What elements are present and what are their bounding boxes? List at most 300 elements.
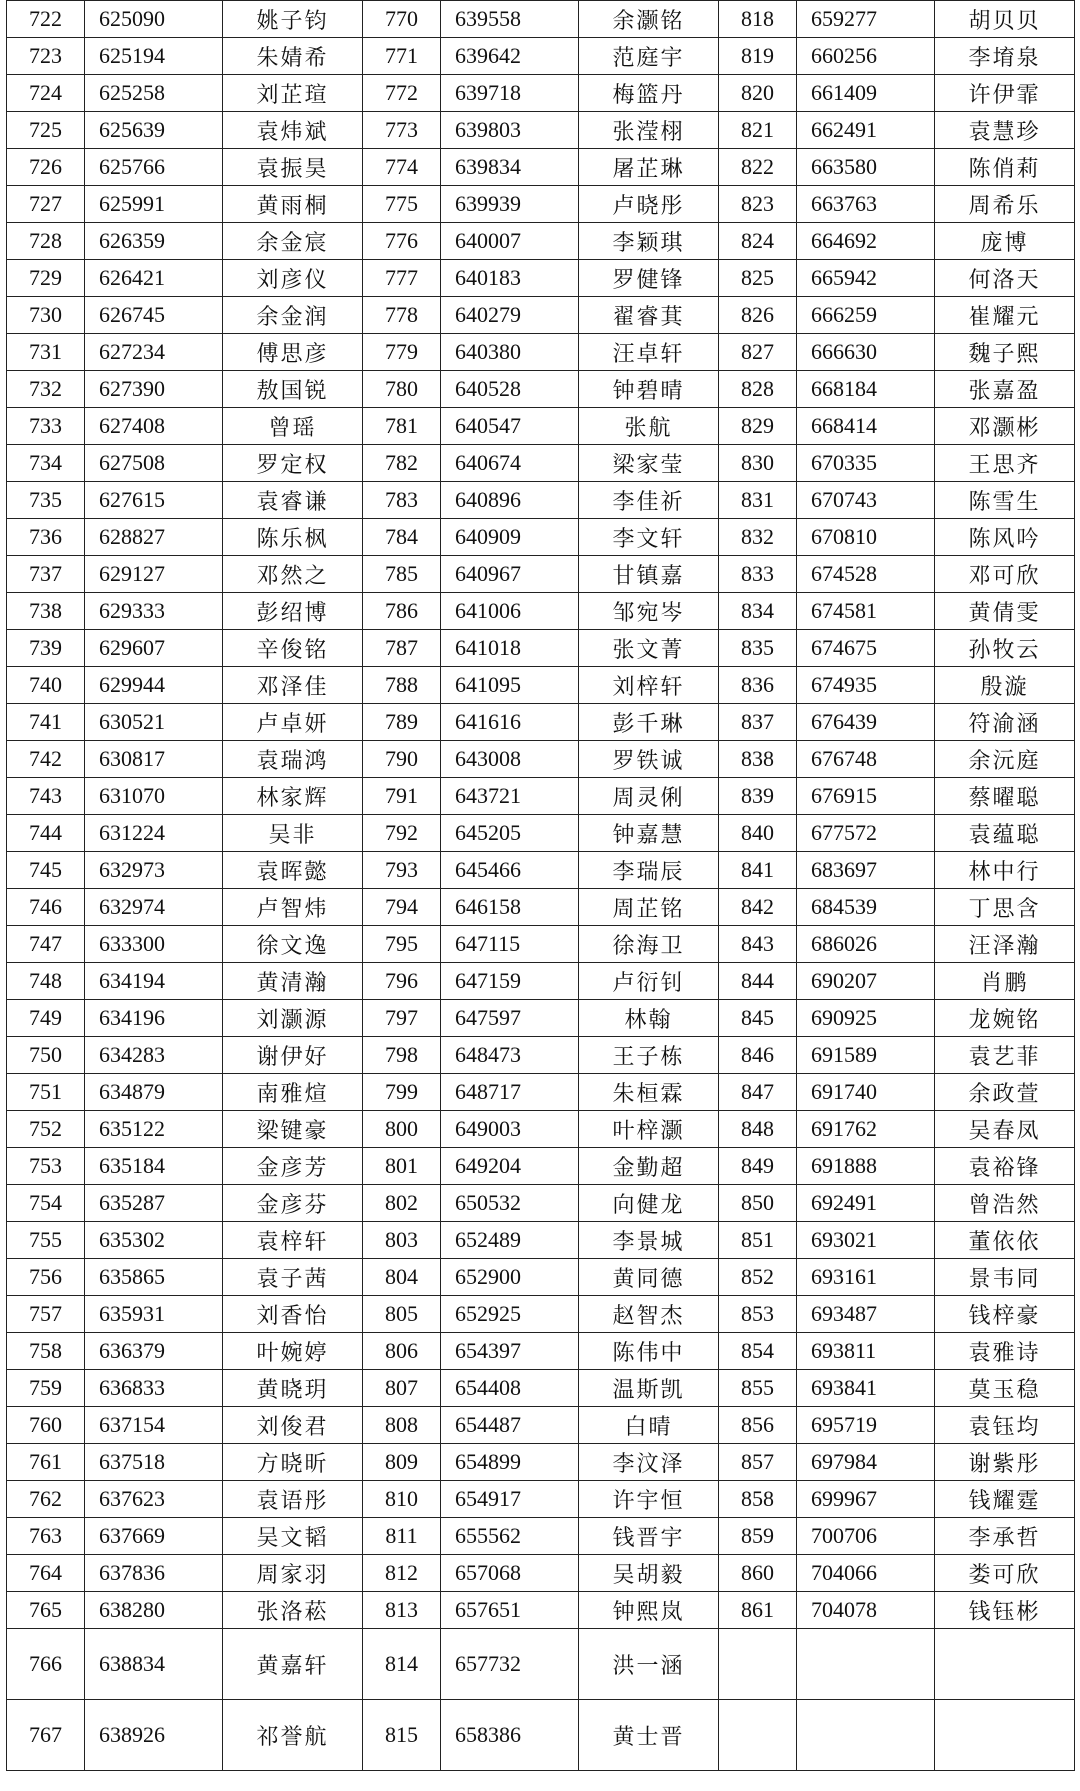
name-cell: 李汶泽 [579,1444,719,1481]
id-cell: 649003 [441,1111,579,1148]
name-cell: 邓可欣 [935,556,1075,593]
id-cell: 654917 [441,1481,579,1518]
name-cell: 袁蕴聪 [935,815,1075,852]
seq-cell: 805 [363,1296,441,1333]
id-cell: 625194 [85,38,223,75]
id-cell: 634196 [85,1000,223,1037]
id-cell: 650532 [441,1185,579,1222]
seq-cell: 815 [363,1700,441,1771]
seq-cell: 744 [7,815,85,852]
seq-cell: 751 [7,1074,85,1111]
seq-cell: 808 [363,1407,441,1444]
name-cell: 刘俊君 [223,1407,363,1444]
seq-cell: 812 [363,1555,441,1592]
id-cell: 625766 [85,149,223,186]
seq-cell: 786 [363,593,441,630]
name-cell: 刘香怡 [223,1296,363,1333]
id-cell: 652489 [441,1222,579,1259]
table-row [7,556,1075,593]
seq-cell: 827 [719,334,797,371]
name-cell: 白晴 [579,1407,719,1444]
id-cell: 649204 [441,1148,579,1185]
table-row [7,1222,1075,1259]
name-cell: 周芷铭 [579,889,719,926]
name-cell: 梁键豪 [223,1111,363,1148]
name-cell: 洪一涵 [579,1629,719,1700]
table-row [7,38,1075,75]
id-cell: 638834 [85,1629,223,1700]
id-cell: 661409 [797,75,935,112]
id-cell: 674675 [797,630,935,667]
id-cell: 663580 [797,149,935,186]
name-cell: 敖国锐 [223,371,363,408]
seq-cell: 782 [363,445,441,482]
seq-cell: 820 [719,75,797,112]
id-cell: 627615 [85,482,223,519]
seq-cell: 809 [363,1444,441,1481]
id-cell: 646158 [441,889,579,926]
name-cell: 袁晖懿 [223,852,363,889]
id-cell: 652925 [441,1296,579,1333]
table-row [7,408,1075,445]
seq-cell: 781 [363,408,441,445]
seq-cell: 774 [363,149,441,186]
name-cell: 胡贝贝 [935,1,1075,38]
id-cell: 674528 [797,556,935,593]
id-cell: 634879 [85,1074,223,1111]
name-cell: 汪卓轩 [579,334,719,371]
name-cell: 黄士晋 [579,1700,719,1771]
name-cell: 辛俊铭 [223,630,363,667]
seq-cell: 807 [363,1370,441,1407]
seq-cell: 741 [7,704,85,741]
table-row [7,519,1075,556]
seq-cell: 823 [719,186,797,223]
seq-cell: 778 [363,297,441,334]
name-cell: 许伊霏 [935,75,1075,112]
id-cell: 635287 [85,1185,223,1222]
seq-cell: 829 [719,408,797,445]
seq-cell: 747 [7,926,85,963]
name-cell: 钱耀霆 [935,1481,1075,1518]
name-cell: 袁瑞鸿 [223,741,363,778]
name-cell: 谢紫彤 [935,1444,1075,1481]
table-row [7,371,1075,408]
id-cell: 648473 [441,1037,579,1074]
name-cell: 张滢栩 [579,112,719,149]
seq-cell: 734 [7,445,85,482]
seq-cell: 803 [363,1222,441,1259]
table-row [7,334,1075,371]
id-cell: 676748 [797,741,935,778]
name-cell: 彭千琳 [579,704,719,741]
name-cell: 王思齐 [935,445,1075,482]
seq-cell [719,1629,797,1700]
id-cell: 625991 [85,186,223,223]
id-cell: 693487 [797,1296,935,1333]
id-cell: 657732 [441,1629,579,1700]
id-cell: 657651 [441,1592,579,1629]
seq-cell: 836 [719,667,797,704]
id-cell: 629607 [85,630,223,667]
seq-cell: 793 [363,852,441,889]
name-cell: 娄可欣 [935,1555,1075,1592]
id-cell: 634194 [85,963,223,1000]
name-cell: 李承哲 [935,1518,1075,1555]
seq-cell: 833 [719,556,797,593]
table-row [7,297,1075,334]
id-cell: 693161 [797,1259,935,1296]
seq-cell: 756 [7,1259,85,1296]
id-cell: 704078 [797,1592,935,1629]
table-row [7,1481,1075,1518]
seq-cell: 787 [363,630,441,667]
seq-cell: 739 [7,630,85,667]
id-cell: 697984 [797,1444,935,1481]
id-cell: 636379 [85,1333,223,1370]
name-cell: 袁子茜 [223,1259,363,1296]
id-cell: 683697 [797,852,935,889]
seq-cell: 842 [719,889,797,926]
id-cell: 626359 [85,223,223,260]
seq-cell: 824 [719,223,797,260]
id-cell: 640528 [441,371,579,408]
id-cell: 629333 [85,593,223,630]
name-cell: 刘彦仪 [223,260,363,297]
id-cell: 674935 [797,667,935,704]
name-cell: 罗铁诚 [579,741,719,778]
seq-cell: 791 [363,778,441,815]
name-cell: 黄倩雯 [935,593,1075,630]
table-row [7,1296,1075,1333]
seq-cell: 858 [719,1481,797,1518]
seq-cell: 794 [363,889,441,926]
seq-cell: 798 [363,1037,441,1074]
name-cell: 庞博 [935,223,1075,260]
id-cell: 639939 [441,186,579,223]
seq-cell: 771 [363,38,441,75]
seq-cell: 729 [7,260,85,297]
id-cell: 641006 [441,593,579,630]
seq-cell: 838 [719,741,797,778]
table-row [7,445,1075,482]
seq-cell: 834 [719,593,797,630]
seq-cell: 723 [7,38,85,75]
seq-cell: 727 [7,186,85,223]
name-cell: 符渝涵 [935,704,1075,741]
id-cell: 665942 [797,260,935,297]
id-cell: 637518 [85,1444,223,1481]
seq-cell: 830 [719,445,797,482]
id-cell: 654487 [441,1407,579,1444]
name-cell: 肖鹏 [935,963,1075,1000]
id-cell: 699967 [797,1481,935,1518]
seq-cell: 813 [363,1592,441,1629]
id-cell: 627234 [85,334,223,371]
name-cell: 朱桓霖 [579,1074,719,1111]
name-cell: 金勤超 [579,1148,719,1185]
id-cell: 640183 [441,260,579,297]
name-cell: 魏子熙 [935,334,1075,371]
seq-cell: 788 [363,667,441,704]
id-cell: 641018 [441,630,579,667]
seq-cell: 848 [719,1111,797,1148]
table-row [7,1629,1075,1700]
seq-cell: 802 [363,1185,441,1222]
id-cell: 634283 [85,1037,223,1074]
name-cell: 黄同德 [579,1259,719,1296]
name-cell: 吴非 [223,815,363,852]
name-cell: 卢衍钊 [579,963,719,1000]
name-cell: 祁誉航 [223,1700,363,1771]
name-cell: 黄雨桐 [223,186,363,223]
id-cell: 641095 [441,667,579,704]
table-row [7,704,1075,741]
seq-cell: 806 [363,1333,441,1370]
name-cell: 陈俏莉 [935,149,1075,186]
table-row [7,1592,1075,1629]
table-row [7,741,1075,778]
table-row [7,630,1075,667]
seq-cell: 779 [363,334,441,371]
name-cell: 方晓昕 [223,1444,363,1481]
table-row [7,1111,1075,1148]
table-row [7,1370,1075,1407]
seq-cell: 849 [719,1148,797,1185]
id-cell: 635302 [85,1222,223,1259]
table-row [7,1518,1075,1555]
seq-cell: 822 [719,149,797,186]
seq-cell: 795 [363,926,441,963]
name-cell: 梁家莹 [579,445,719,482]
name-cell: 余政萱 [935,1074,1075,1111]
seq-cell: 733 [7,408,85,445]
id-cell: 630817 [85,741,223,778]
id-cell: 657068 [441,1555,579,1592]
id-cell: 704066 [797,1555,935,1592]
id-cell: 668414 [797,408,935,445]
seq-cell: 810 [363,1481,441,1518]
name-cell: 屠芷琳 [579,149,719,186]
seq-cell: 819 [719,38,797,75]
table-row [7,1148,1075,1185]
id-cell: 647597 [441,1000,579,1037]
id-cell: 695719 [797,1407,935,1444]
seq-cell: 728 [7,223,85,260]
seq-cell: 840 [719,815,797,852]
name-cell: 赵智杰 [579,1296,719,1333]
id-cell: 652900 [441,1259,579,1296]
name-cell: 袁梓轩 [223,1222,363,1259]
seq-cell: 804 [363,1259,441,1296]
seq-cell: 738 [7,593,85,630]
id-cell: 693021 [797,1222,935,1259]
id-cell: 645466 [441,852,579,889]
id-cell [797,1700,935,1771]
seq-cell: 841 [719,852,797,889]
name-cell: 李颖琪 [579,223,719,260]
id-cell: 629127 [85,556,223,593]
id-cell: 631224 [85,815,223,852]
name-cell: 彭绍博 [223,593,363,630]
id-cell: 641616 [441,704,579,741]
name-cell: 余沅庭 [935,741,1075,778]
id-cell: 691762 [797,1111,935,1148]
name-cell [935,1700,1075,1771]
name-cell: 刘灏源 [223,1000,363,1037]
name-cell: 余金润 [223,297,363,334]
seq-cell: 773 [363,112,441,149]
table-row [7,1185,1075,1222]
table-row [7,1407,1075,1444]
name-cell: 罗健锋 [579,260,719,297]
id-cell: 637836 [85,1555,223,1592]
seq-cell: 856 [719,1407,797,1444]
name-cell: 汪泽瀚 [935,926,1075,963]
name-cell: 袁雅诗 [935,1333,1075,1370]
seq-cell: 762 [7,1481,85,1518]
id-cell [797,1629,935,1700]
table-row [7,1,1075,38]
table-row [7,1700,1075,1771]
id-cell: 626421 [85,260,223,297]
id-cell: 626745 [85,297,223,334]
id-cell: 629944 [85,667,223,704]
id-cell: 637154 [85,1407,223,1444]
id-cell: 670743 [797,482,935,519]
id-cell: 674581 [797,593,935,630]
seq-cell: 753 [7,1148,85,1185]
name-cell: 钱钰彬 [935,1592,1075,1629]
table-row [7,1333,1075,1370]
id-cell: 625090 [85,1,223,38]
name-cell: 钱晋宇 [579,1518,719,1555]
seq-cell: 777 [363,260,441,297]
seq-cell: 789 [363,704,441,741]
seq-cell: 785 [363,556,441,593]
name-cell: 姚子钧 [223,1,363,38]
seq-cell: 853 [719,1296,797,1333]
table-row [7,815,1075,852]
table-row [7,963,1075,1000]
name-cell: 刘梓轩 [579,667,719,704]
id-cell: 639642 [441,38,579,75]
seq-cell: 861 [719,1592,797,1629]
name-cell: 向健龙 [579,1185,719,1222]
name-cell: 孙牧云 [935,630,1075,667]
id-cell: 691888 [797,1148,935,1185]
seq-cell: 839 [719,778,797,815]
name-cell: 吴文韬 [223,1518,363,1555]
seq-cell: 801 [363,1148,441,1185]
table-row [7,667,1075,704]
table-row [7,1444,1075,1481]
name-cell: 金彦芬 [223,1185,363,1222]
id-cell: 655562 [441,1518,579,1555]
table-row [7,593,1075,630]
id-cell: 645205 [441,815,579,852]
seq-cell: 749 [7,1000,85,1037]
id-cell: 684539 [797,889,935,926]
seq-cell: 740 [7,667,85,704]
id-cell: 637623 [85,1481,223,1518]
id-cell: 632974 [85,889,223,926]
seq-cell: 767 [7,1700,85,1771]
seq-cell: 850 [719,1185,797,1222]
seq-cell: 742 [7,741,85,778]
seq-cell: 752 [7,1111,85,1148]
id-cell: 640007 [441,223,579,260]
name-cell: 周希乐 [935,186,1075,223]
id-cell: 631070 [85,778,223,815]
name-cell: 陈乐枫 [223,519,363,556]
name-cell: 张文菁 [579,630,719,667]
seq-cell: 837 [719,704,797,741]
seq-cell: 770 [363,1,441,38]
table-row [7,1000,1075,1037]
id-cell: 643721 [441,778,579,815]
id-cell: 662491 [797,112,935,149]
id-cell: 627408 [85,408,223,445]
id-cell: 638280 [85,1592,223,1629]
seq-cell: 832 [719,519,797,556]
seq-cell: 814 [363,1629,441,1700]
id-cell: 690925 [797,1000,935,1037]
name-cell: 黄清瀚 [223,963,363,1000]
id-cell: 630521 [85,704,223,741]
seq-cell: 852 [719,1259,797,1296]
name-cell: 刘芷瑄 [223,75,363,112]
name-cell: 陈雪生 [935,482,1075,519]
id-cell: 659277 [797,1,935,38]
id-cell: 640547 [441,408,579,445]
id-cell: 627508 [85,445,223,482]
seq-cell: 759 [7,1370,85,1407]
seq-cell: 831 [719,482,797,519]
seq-cell: 766 [7,1629,85,1700]
seq-cell: 860 [719,1555,797,1592]
seq-cell: 737 [7,556,85,593]
id-cell: 640967 [441,556,579,593]
name-cell: 陈风吟 [935,519,1075,556]
id-cell: 690207 [797,963,935,1000]
name-cell: 范庭宇 [579,38,719,75]
id-cell: 670335 [797,445,935,482]
seq-cell: 780 [363,371,441,408]
seq-cell: 750 [7,1037,85,1074]
name-cell: 钱梓豪 [935,1296,1075,1333]
seq-cell: 800 [363,1111,441,1148]
seq-cell: 764 [7,1555,85,1592]
id-cell: 639803 [441,112,579,149]
seq-cell: 835 [719,630,797,667]
name-cell: 董依依 [935,1222,1075,1259]
id-cell: 691589 [797,1037,935,1074]
seq-cell: 857 [719,1444,797,1481]
name-cell: 卢智炜 [223,889,363,926]
seq-cell: 845 [719,1000,797,1037]
seq-cell: 748 [7,963,85,1000]
seq-cell [719,1700,797,1771]
table-row [7,260,1075,297]
name-cell: 李瑞辰 [579,852,719,889]
id-cell: 654408 [441,1370,579,1407]
id-cell: 693811 [797,1333,935,1370]
id-cell: 691740 [797,1074,935,1111]
name-cell: 何洛天 [935,260,1075,297]
seq-cell: 761 [7,1444,85,1481]
name-cell: 曾浩然 [935,1185,1075,1222]
